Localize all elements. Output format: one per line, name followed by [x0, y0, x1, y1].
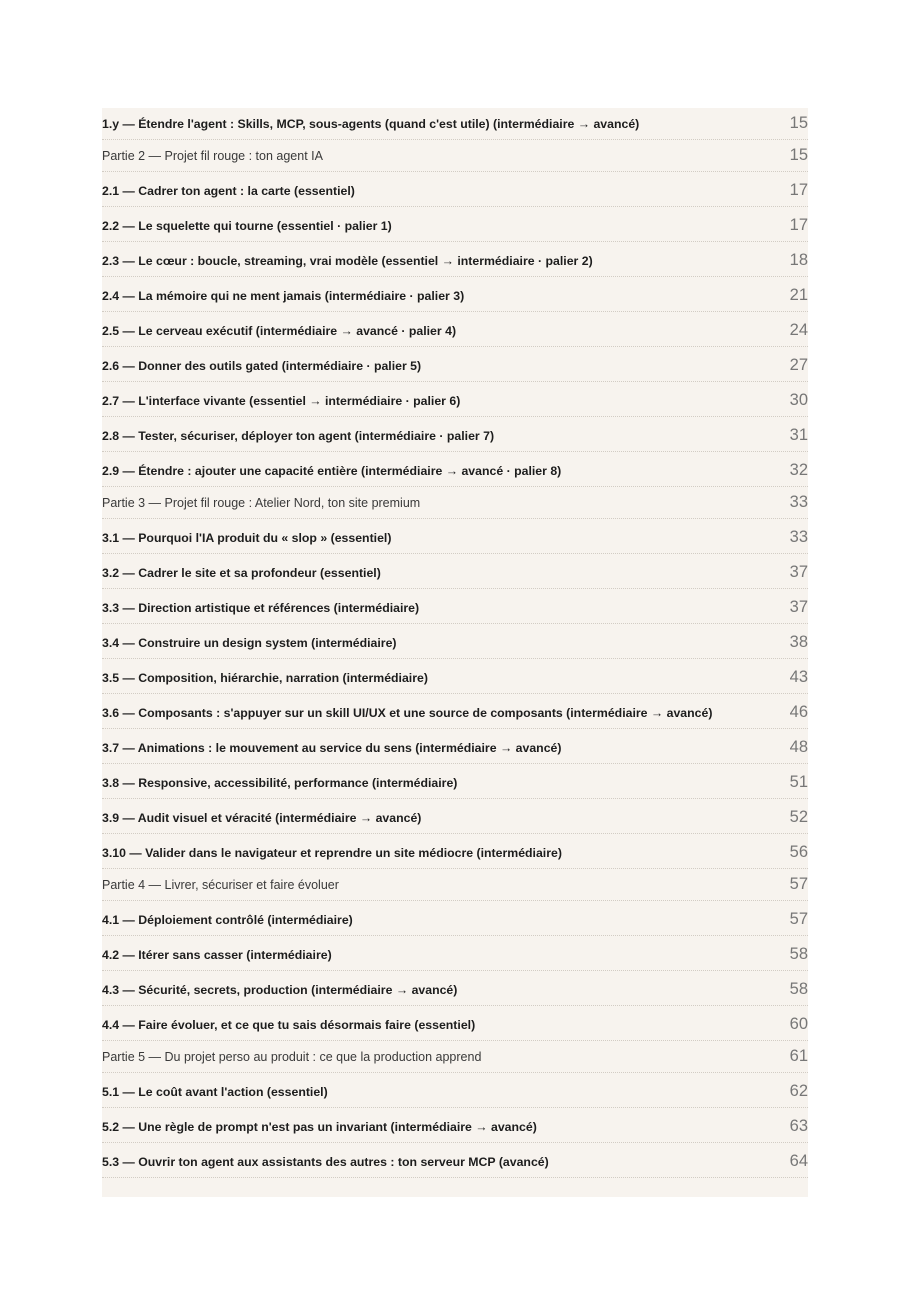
- toc-section-entry[interactable]: [102, 312, 808, 347]
- toc-page-number: 15: [789, 114, 808, 132]
- toc-page-number: 30: [789, 391, 808, 409]
- toc-entry-title: 2.3 — Le cœur : boucle, streaming, vrai modèle (essentiel → intermédiaire · palier 2): [102, 254, 593, 268]
- toc-page-number: 27: [789, 356, 808, 374]
- toc-page-number: 56: [789, 843, 808, 861]
- toc-entry-title: 3.9 — Audit visuel et véracité (intermédiaire → avancé): [102, 811, 422, 825]
- toc-entry-title: 2.6 — Donner des outils gated (intermédiaire · palier 5): [102, 359, 422, 373]
- toc-entry-title: 3.1 — Pourquoi l'IA produit du « slop » (essentiel): [102, 531, 392, 545]
- toc-section-entry[interactable]: [102, 624, 808, 659]
- toc-entry-title: 3.6 — Composants : s'appuyer sur un skill UI/UX et une source de composants (intermédiaire → avancé): [102, 706, 713, 720]
- toc-page-number: 46: [789, 703, 808, 721]
- toc-page-number: 64: [789, 1152, 808, 1170]
- toc-section-entry[interactable]: [102, 1143, 808, 1178]
- toc-entry-title: 3.8 — Responsive, accessibilité, performance (intermédiaire): [102, 776, 458, 790]
- toc-section-entry[interactable]: [102, 108, 808, 140]
- toc-entry-title: 3.10 — Valider dans le navigateur et reprendre un site médiocre (intermédiaire): [102, 846, 562, 860]
- toc-page-number: 31: [789, 426, 808, 444]
- toc-entry-title: 3.3 — Direction artistique et références (intermédiaire): [102, 601, 420, 615]
- toc-section-entry[interactable]: [102, 764, 808, 799]
- toc-section-entry[interactable]: [102, 1006, 808, 1041]
- toc-entry-title: 2.9 — Étendre : ajouter une capacité entière (intermédiaire → avancé · palier 8): [102, 464, 562, 478]
- toc-section-entry[interactable]: [102, 519, 808, 554]
- toc-section-entry[interactable]: [102, 347, 808, 382]
- toc-entry-title: Partie 5 — Du projet perso au produit : ce que la production apprend: [102, 1050, 482, 1064]
- toc-entry-title: 1.y — Étendre l'agent : Skills, MCP, sous-agents (quand c'est utile) (intermédiaire → avancé): [102, 117, 640, 131]
- toc-part-entry[interactable]: [102, 1041, 808, 1073]
- toc-page-number: 37: [789, 598, 808, 616]
- toc-section-entry[interactable]: [102, 554, 808, 589]
- toc-page-number: 32: [789, 461, 808, 479]
- toc-page-number: 48: [789, 738, 808, 756]
- toc-page-number: 17: [789, 216, 808, 234]
- toc-entry-title: 3.5 — Composition, hiérarchie, narration (intermédiaire): [102, 671, 428, 685]
- toc-section-entry[interactable]: [102, 694, 808, 729]
- toc-page-number: 57: [789, 875, 808, 893]
- toc-page-number: 17: [789, 181, 808, 199]
- toc-entry-title: 5.3 — Ouvrir ton agent aux assistants des autres : ton serveur MCP (avancé): [102, 1155, 549, 1169]
- toc-section-entry[interactable]: [102, 242, 808, 277]
- toc-page-number: 58: [789, 945, 808, 963]
- toc-entry-title: 4.1 — Déploiement contrôlé (intermédiaire): [102, 913, 353, 927]
- toc-page-number: 62: [789, 1082, 808, 1100]
- toc-page-number: 21: [789, 286, 808, 304]
- toc-page-number: 61: [789, 1047, 808, 1065]
- toc-section-entry[interactable]: [102, 207, 808, 242]
- toc-entry-title: 4.4 — Faire évoluer, et ce que tu sais désormais faire (essentiel): [102, 1018, 476, 1032]
- toc-section-entry[interactable]: [102, 277, 808, 312]
- toc-page-number: 15: [789, 146, 808, 164]
- toc-page-number: 63: [789, 1117, 808, 1135]
- toc-entry-title: 3.7 — Animations : le mouvement au service du sens (intermédiaire → avancé): [102, 741, 562, 755]
- toc-page-number: 38: [789, 633, 808, 651]
- toc-page-number: 18: [789, 251, 808, 269]
- toc-entry-title: 4.2 — Itérer sans casser (intermédiaire): [102, 948, 332, 962]
- toc-section-entry[interactable]: [102, 659, 808, 694]
- toc-section-entry[interactable]: [102, 172, 808, 207]
- toc-entry-title: 2.4 — La mémoire qui ne ment jamais (intermédiaire · palier 3): [102, 289, 465, 303]
- toc-page-number: 57: [789, 910, 808, 928]
- toc-page-number: 52: [789, 808, 808, 826]
- toc-page-number: 33: [789, 528, 808, 546]
- toc-section-entry[interactable]: [102, 729, 808, 764]
- toc-section-entry[interactable]: [102, 1108, 808, 1143]
- toc-page-number: 43: [789, 668, 808, 686]
- toc-entry-title: 3.2 — Cadrer le site et sa profondeur (essentiel): [102, 566, 381, 580]
- toc-entry-title: 3.4 — Construire un design system (intermédiaire): [102, 636, 397, 650]
- toc-page-number: 33: [789, 493, 808, 511]
- toc-part-entry[interactable]: [102, 487, 808, 519]
- toc-page-number: 24: [789, 321, 808, 339]
- toc-section-entry[interactable]: [102, 834, 808, 869]
- toc-section-entry[interactable]: [102, 589, 808, 624]
- toc-entry-title: 2.7 — L'interface vivante (essentiel → intermédiaire · palier 6): [102, 394, 461, 408]
- toc-section-entry[interactable]: [102, 901, 808, 936]
- toc-entry-title: 4.3 — Sécurité, secrets, production (intermédiaire → avancé): [102, 983, 458, 997]
- toc-entry-title: 2.2 — Le squelette qui tourne (essentiel · palier 1): [102, 219, 392, 233]
- toc-part-entry[interactable]: [102, 140, 808, 172]
- toc-entry-title: 2.5 — Le cerveau exécutif (intermédiaire → avancé · palier 4): [102, 324, 457, 338]
- toc-section-entry[interactable]: [102, 936, 808, 971]
- toc-entry-title: 2.1 — Cadrer ton agent : la carte (essentiel): [102, 184, 355, 198]
- toc-entry-title: Partie 3 — Projet fil rouge : Atelier Nord, ton site premium: [102, 496, 421, 510]
- toc-part-entry[interactable]: [102, 869, 808, 901]
- toc-section-entry[interactable]: [102, 799, 808, 834]
- table-of-contents: [102, 108, 808, 1197]
- toc-entry-title: 5.1 — Le coût avant l'action (essentiel): [102, 1085, 328, 1099]
- toc-page-number: 58: [789, 980, 808, 998]
- toc-section-entry[interactable]: [102, 417, 808, 452]
- toc-section-entry[interactable]: [102, 1073, 808, 1108]
- toc-entry-title: Partie 2 — Projet fil rouge : ton agent IA: [102, 149, 323, 163]
- toc-section-entry[interactable]: [102, 971, 808, 1006]
- toc-page-number: 51: [789, 773, 808, 791]
- toc-section-entry[interactable]: [102, 382, 808, 417]
- toc-page-number: 60: [789, 1015, 808, 1033]
- toc-entry-title: 5.2 — Une règle de prompt n'est pas un invariant (intermédiaire → avancé): [102, 1120, 537, 1134]
- toc-entry-title: Partie 4 — Livrer, sécuriser et faire évoluer: [102, 878, 339, 892]
- toc-page-number: 37: [789, 563, 808, 581]
- toc-entry-title: 2.8 — Tester, sécuriser, déployer ton agent (intermédiaire · palier 7): [102, 429, 495, 443]
- toc-section-entry[interactable]: [102, 452, 808, 487]
